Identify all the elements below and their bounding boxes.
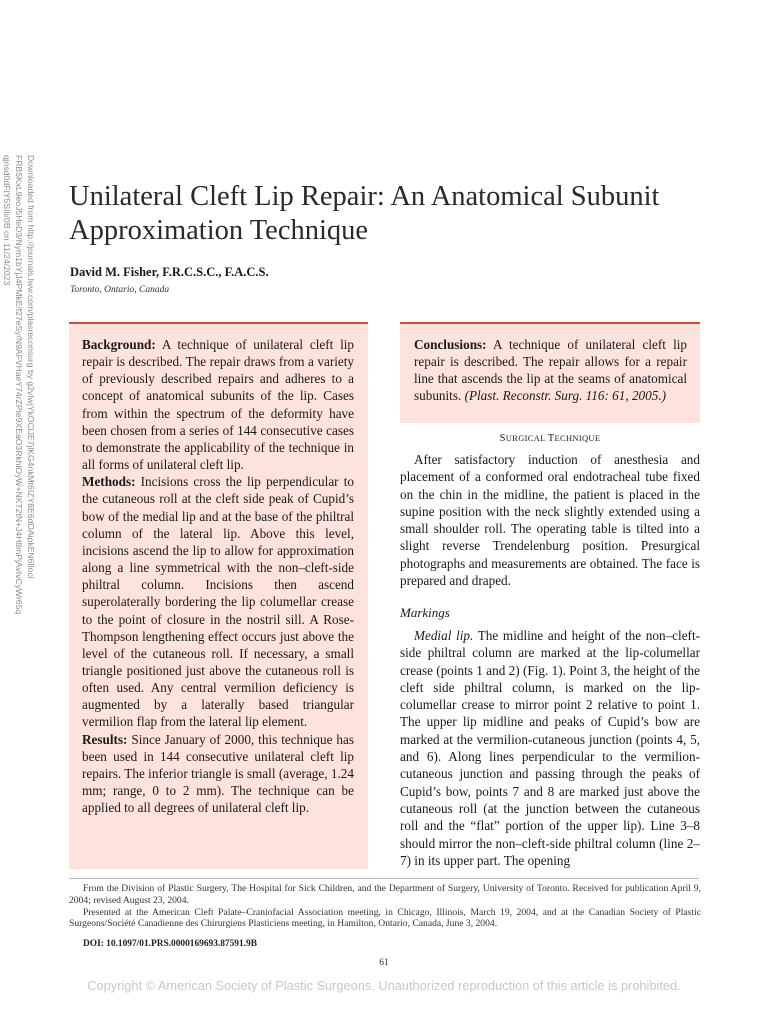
download-note-line-2: FRB5KxL9eoJ5HeD3/Nym1bYjJ4PMkE/f27eSy/N9AFVHaeY74rZPte9XEaO3RkhlOyW+NKT2tN+J4H8mPjAvIvCyWr65q <box>14 155 24 615</box>
methods-text: Incisions cross the lip perpendicular to the cutaneous roll at the cleft side peak of Cupid’s bow of the medial lip and at the base of the philtral column of the lateral lip. Above this level, incisions ascend the lip to allow for approximation along a line symmetrical with the non–cleft-side philtral column. Incisions then ascend superolaterally bordering the lip columellar crease to the point of closure in the nostril sill. A Rose-Thompson lengthening effect occurs just above the level of the cutaneous roll. If necessary, a small triangle positioned just above the cutaneous roll is often used. Any central vermilion deficiency is augmented by a laterally based triangular vermilion flap from the lateral lip element. <box>82 474 354 730</box>
page-number: 61 <box>379 957 389 968</box>
abstract-background <box>82 336 354 473</box>
abstract-conclusions <box>414 336 687 405</box>
footnote-presented: Presented at the American Cleft Palate–Craniofacial Association meeting, in Chicago, Illinois, March 19, 2004, and at the Canadian Society of Plastic Surgeons/Société Canadienne des Chirurgiens Plasticiens meeting, in Hamilton, Ontario, Canada, June 3, 2004. <box>69 906 701 930</box>
author-name: David M. Fisher, F.R.C.S.C., F.A.C.S. <box>70 265 269 279</box>
download-note-line-3: qjnsd0dFtY5SIIi/0B on 11/24/2023 <box>2 155 12 286</box>
download-watermark <box>2 155 42 715</box>
doi: DOI: 10.1097/01.PRS.0000169693.87591.9B <box>83 939 257 949</box>
download-note-line-1: Downloaded from http://journals.lww.com/plasreconsurg by g2vIwjYkOClJE7jlKG4nkMt6IZY8E6dOAipkEN6Ilocl <box>26 155 36 579</box>
paragraph-2-text: The midline and height of the non–cleft-side philtral column are marked at the lip-columellar crease (points 1 and 2) (Fig. 1). Point 3, the height of the cleft side philtral column, is marked on the lip-columellar crease to mirror point 2 relative to point 1. The upper lip midline and peaks of Cupid’s bow are marked at the vermilion-cutaneous junction (points 4, 5, and 6). Along lines perpendicular to the vermilion-cutaneous junction and passing through the peaks of Cupid’s bow, points 7 and 8 are marked just above the cutaneous roll (at the junction between the cutaneous roll and the “flat” portion of the upper lip). Line 3–8 should mirror the non–cleft-side philtral column (line 2–7) in its upper part. The opening <box>400 628 700 868</box>
abstract-results <box>82 731 354 817</box>
body-paragraph-2 <box>400 627 700 869</box>
methods-label: Methods: <box>82 474 136 490</box>
medial-lip-lead: Medial lip. <box>414 628 474 643</box>
body-paragraph-1: After satisfactory induction of anesthesia and placement of a conformed oral endotracheal tube fixed on the chin in the midline, the patient is placed in the supine position with the neck slightly extended using a small shoulder roll. The operating table is tilted into a slight reverse Trendelenburg position. Presurgical photographs and measurements are obtained. The face is prepared and draped. <box>400 452 700 589</box>
background-label: Background: <box>82 337 156 352</box>
copyright-watermark: Copyright © American Society of Plastic Surgeons. Unauthorized reproduction of this article is prohibited. <box>87 978 681 993</box>
background-text: A technique of unilateral cleft lip repair is described. The repair draws from a variety of previously described repairs and adheres to a concept of anatomical subunits of the lip. Cases from within the spectrum of the deformity have been chosen from a series of 144 consecutive cases to demonstrate the applicability of the technique in all forms of unilateral cleft lip. <box>82 337 354 473</box>
results-text: Since January of 2000, this technique has been used in 144 consecutive unilateral cleft lip repairs. The inferior triangle is small (average, 1.24 mm; range, 0 to 2 mm). The technique can be applied to all degrees of unilateral cleft lip. <box>82 731 354 816</box>
abstract-methods <box>82 473 354 730</box>
author-affiliation: Toronto, Ontario, Canada <box>70 285 170 295</box>
footnotes <box>69 883 701 930</box>
section-heading: SURGICAL TECHNIQUE <box>499 433 601 444</box>
article-title: Unilateral Cleft Lip Repair: An Anatomical Subunit Approximation Technique <box>69 181 660 246</box>
abstract-box-right <box>400 322 700 423</box>
conclusions-text: A technique of unilateral cleft lip repair is described. The repair allows for a repair line that ascends the lip at the seams of anatomical subunits. <box>414 337 687 404</box>
citation: (Plast. Reconstr. Surg. 116: 61, 2005.) <box>464 388 667 404</box>
conclusions-label: Conclusions: <box>414 337 487 352</box>
abstract-box-left <box>69 322 368 869</box>
results-label: Results: <box>82 731 128 747</box>
footnote-divider <box>69 878 699 879</box>
subheading-markings: Markings <box>400 605 450 620</box>
footnote-received: From the Division of Plastic Surgery, The Hospital for Sick Children, and the Department of Surgery, University of Toronto. Received for publication April 9, 2004; revised August 23, 2004. <box>69 883 701 906</box>
